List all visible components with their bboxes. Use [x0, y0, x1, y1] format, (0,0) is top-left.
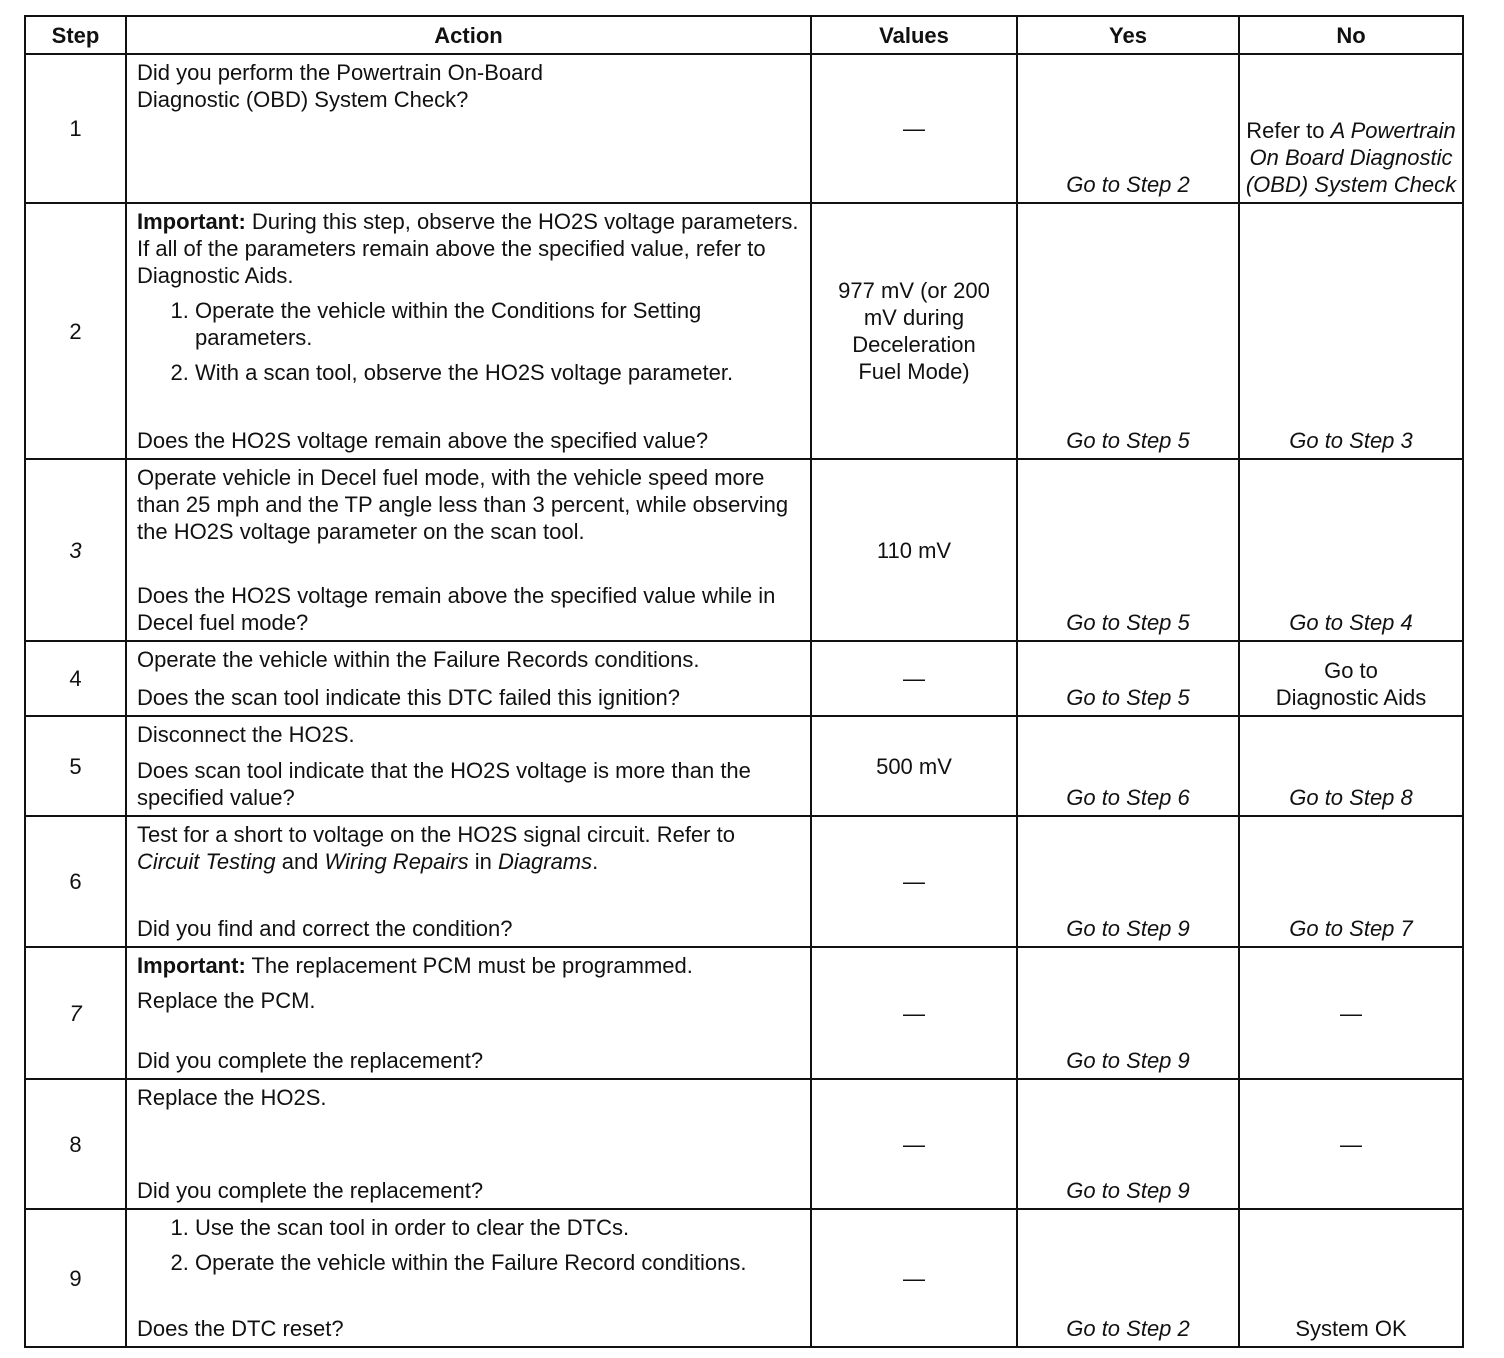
diagnostic-table [24, 15, 1464, 1348]
yes-link[interactable]: Go to Step 5 [1066, 428, 1190, 453]
action-cell [126, 1079, 811, 1209]
list-item: 2. Operate the vehicle within the Failure Record conditions. [195, 1249, 802, 1276]
important-text: The replacement PCM must be programmed. [251, 953, 693, 978]
yes-cell [1017, 716, 1239, 816]
no-cell [1239, 716, 1463, 816]
no-link[interactable]: Go to Step 7 [1289, 916, 1413, 941]
important-label: Important: [137, 953, 246, 978]
value-cell: — [811, 641, 1017, 716]
no-link[interactable]: Go to Diagnostic Aids [1275, 658, 1427, 710]
no-cell [1239, 1209, 1463, 1347]
step-number: 4 [25, 641, 126, 716]
action-prefix: Test for a short to voltage on the HO2S signal circuit. Refer to [137, 822, 735, 847]
step-number: 8 [25, 1079, 126, 1209]
action-question: Did you complete the replacement? [137, 1178, 484, 1203]
header-step: Step [25, 16, 126, 54]
yes-link[interactable]: Go to Step 2 [1066, 1316, 1190, 1341]
no-link[interactable]: Go to Step 8 [1289, 785, 1413, 810]
header-no: No [1239, 16, 1463, 54]
action-text: Disconnect the HO2S. [137, 722, 355, 747]
no-link[interactable]: Go to Step 4 [1289, 610, 1413, 635]
list-item: 2. With a scan tool, observe the HO2S voltage parameter. [195, 359, 802, 386]
no-cell [1239, 641, 1463, 716]
action-question: Did you find and correct the condition? [137, 916, 513, 941]
action-cell [126, 1209, 811, 1347]
period: . [592, 849, 599, 874]
action-question: Does scan tool indicate that the HO2S voltage is more than the specified value? [137, 758, 751, 810]
action-question: Does the DTC reset? [137, 1316, 344, 1341]
step-number: 2 [25, 203, 126, 459]
table-row [25, 716, 1463, 816]
yes-link[interactable]: Go to Step 9 [1066, 1178, 1190, 1203]
header-action: Action [126, 16, 811, 54]
action-text: Did you perform the Powertrain On-Board Diagnostic (OBD) System Check? [137, 60, 543, 112]
action-cell [126, 641, 811, 716]
no-cell [1239, 816, 1463, 947]
yes-link[interactable]: Go to Step 9 [1066, 916, 1190, 941]
no-cell: — [1239, 947, 1463, 1079]
list-item: 1. Operate the vehicle within the Conditions for Setting parameters. [195, 297, 802, 351]
yes-cell [1017, 816, 1239, 947]
action-text: Operate the vehicle within the Failure Records conditions. [137, 647, 700, 672]
important-text: During this step, observe the HO2S voltage parameters. If all of the parameters remain above the specified value, refer to Diagnostic Aids. [137, 209, 799, 288]
header-row [25, 16, 1463, 54]
no-link[interactable]: Go to Step 3 [1289, 428, 1413, 453]
value-cell: 110 mV [811, 459, 1017, 641]
yes-link[interactable]: Go to Step 5 [1066, 685, 1190, 710]
yes-cell [1017, 947, 1239, 1079]
action-text: Replace the PCM. [137, 988, 316, 1013]
yes-cell [1017, 54, 1239, 203]
action-text: Operate vehicle in Decel fuel mode, with the vehicle speed more than 25 mph and the TP angle less than 3 percent, while observing the HO2S voltage parameter on the scan tool. [137, 465, 789, 544]
table-row [25, 947, 1463, 1079]
table-row [25, 1079, 1463, 1209]
yes-cell [1017, 1079, 1239, 1209]
step-number: 7 [25, 947, 126, 1079]
table-row [25, 816, 1463, 947]
ref-wiring-repairs[interactable]: Wiring Repairs [324, 849, 469, 874]
value-cell: — [811, 1079, 1017, 1209]
action-question: Does the HO2S voltage remain above the specified value? [137, 428, 709, 453]
list-item: 1. Use the scan tool in order to clear the DTCs. [195, 1214, 802, 1241]
action-text [137, 821, 802, 875]
step-number: 9 [25, 1209, 126, 1347]
yes-link[interactable]: Go to Step 6 [1066, 785, 1190, 810]
table-row [25, 203, 1463, 459]
yes-cell [1017, 459, 1239, 641]
yes-link[interactable]: Go to Step 9 [1066, 1048, 1190, 1073]
step-number: 5 [25, 716, 126, 816]
step-number: 6 [25, 816, 126, 947]
ref-circuit-testing[interactable]: Circuit Testing [137, 849, 276, 874]
action-cell [126, 203, 811, 459]
header-yes: Yes [1017, 16, 1239, 54]
table-row [25, 54, 1463, 203]
ref-diagrams[interactable]: Diagrams [498, 849, 593, 874]
action-text: Replace the HO2S. [137, 1085, 327, 1110]
table-row [25, 1209, 1463, 1347]
no-link[interactable]: A Powertrain On Board Diagnostic (OBD) System Check [1245, 118, 1457, 197]
action-cell [126, 947, 811, 1079]
action-question: Did you complete the replacement? [137, 1048, 484, 1073]
no-cell [1239, 459, 1463, 641]
yes-link[interactable]: Go to Step 2 [1066, 172, 1190, 197]
no-prefix: Refer to [1246, 118, 1325, 143]
and-word: and [281, 849, 319, 874]
value-cell: — [811, 816, 1017, 947]
no-cell [1239, 54, 1463, 203]
important-label: Important: [137, 209, 246, 234]
action-question: Does the HO2S voltage remain above the specified value while in Decel fuel mode? [137, 583, 776, 635]
step-number: 3 [25, 459, 126, 641]
in-word: in [474, 849, 492, 874]
action-cell [126, 716, 811, 816]
action-cell [126, 459, 811, 641]
header-values: Values [811, 16, 1017, 54]
value-text: 977 mV (or 200 mV during Deceleration Fuel Mode) [838, 278, 990, 384]
yes-cell [1017, 641, 1239, 716]
value-cell: — [811, 54, 1017, 203]
yes-cell [1017, 1209, 1239, 1347]
step-number: 1 [25, 54, 126, 203]
no-cell: — [1239, 1079, 1463, 1209]
no-result: System OK [1295, 1316, 1407, 1341]
value-cell: — [811, 947, 1017, 1079]
yes-link[interactable]: Go to Step 5 [1066, 610, 1190, 635]
value-cell [811, 203, 1017, 459]
table-row [25, 459, 1463, 641]
value-cell: 500 mV [811, 716, 1017, 816]
value-cell: — [811, 1209, 1017, 1347]
yes-cell [1017, 203, 1239, 459]
action-question: Does the scan tool indicate this DTC failed this ignition? [137, 685, 680, 710]
action-cell [126, 54, 811, 203]
table-row [25, 641, 1463, 716]
no-cell [1239, 203, 1463, 459]
action-cell [126, 816, 811, 947]
